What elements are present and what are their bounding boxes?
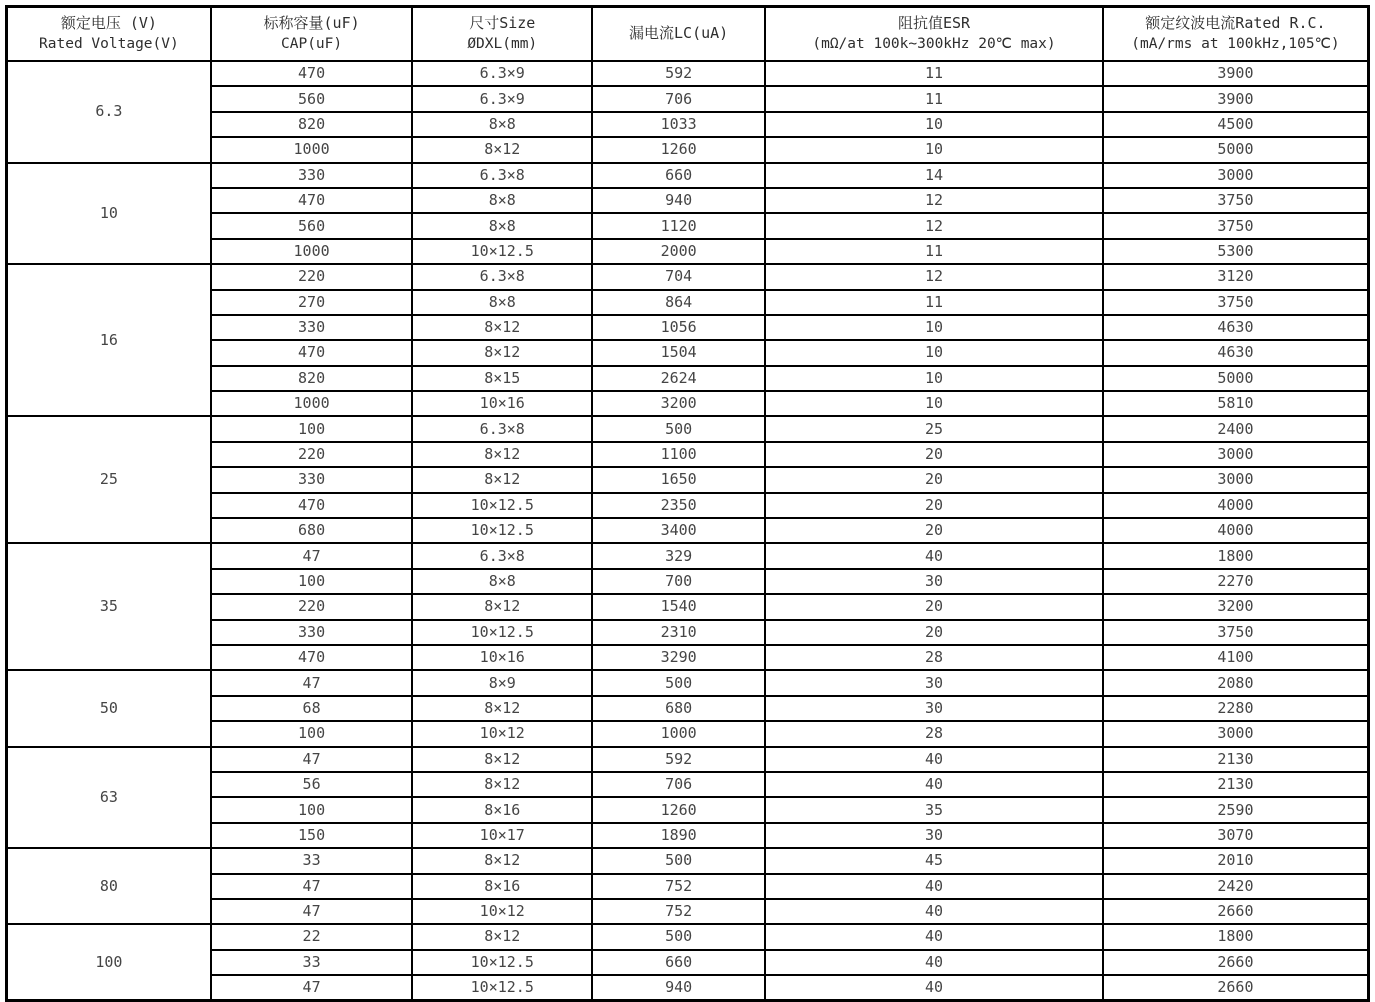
table-row (7, 213, 1369, 238)
cap-cell: 47 (211, 670, 413, 695)
cap-cell: 820 (211, 366, 413, 391)
table-row (7, 188, 1369, 213)
ripple-current-cell: 2660 (1103, 950, 1369, 975)
esr-cell: 12 (765, 188, 1103, 213)
leakage-current-cell: 706 (592, 86, 765, 111)
table-row (7, 391, 1369, 416)
size-cell: 8×8 (412, 112, 592, 137)
size-cell: 8×16 (412, 797, 592, 822)
header-line1: 漏电流LC(uA) (629, 24, 729, 43)
table-row (7, 61, 1369, 86)
ripple-current-cell: 5300 (1103, 239, 1369, 264)
ripple-current-cell: 5000 (1103, 137, 1369, 162)
size-cell: 10×12.5 (412, 518, 592, 543)
header-line2: (mΩ/at 100k~300kHz 20℃ max) (812, 36, 1056, 53)
leakage-current-cell: 752 (592, 874, 765, 899)
leakage-current-cell: 940 (592, 188, 765, 213)
leakage-current-cell: 2624 (592, 366, 765, 391)
ripple-current-cell: 2280 (1103, 696, 1369, 721)
esr-cell: 40 (765, 924, 1103, 949)
size-cell: 8×12 (412, 924, 592, 949)
ripple-current-cell: 4630 (1103, 340, 1369, 365)
leakage-current-cell: 1000 (592, 721, 765, 746)
ripple-current-cell: 3000 (1103, 467, 1369, 492)
leakage-current-cell: 500 (592, 924, 765, 949)
header-line1: 额定纹波电流Rated R.C. (1145, 13, 1326, 32)
esr-cell: 28 (765, 645, 1103, 670)
cap-cell: 100 (211, 721, 413, 746)
ripple-current-cell: 2660 (1103, 975, 1369, 1001)
esr-cell: 20 (765, 493, 1103, 518)
voltage-group-cell: 16 (7, 264, 211, 416)
ripple-current-cell: 4000 (1103, 493, 1369, 518)
esr-cell: 25 (765, 416, 1103, 441)
size-cell: 8×12 (412, 772, 592, 797)
size-cell: 8×9 (412, 670, 592, 695)
table-row (7, 950, 1369, 975)
table-body (7, 61, 1369, 1001)
esr-cell: 10 (765, 366, 1103, 391)
size-cell: 10×12 (412, 899, 592, 924)
cap-cell: 470 (211, 188, 413, 213)
ripple-current-cell: 1800 (1103, 924, 1369, 949)
cap-cell: 470 (211, 340, 413, 365)
table-row (7, 416, 1369, 441)
cap-cell: 470 (211, 645, 413, 670)
size-cell: 6.3×8 (412, 543, 592, 568)
cap-cell: 1000 (211, 391, 413, 416)
voltage-group-cell: 100 (7, 924, 211, 1001)
leakage-current-cell: 680 (592, 696, 765, 721)
voltage-group-cell: 63 (7, 747, 211, 849)
leakage-current-cell: 3400 (592, 518, 765, 543)
size-cell: 8×12 (412, 137, 592, 162)
table-row (7, 290, 1369, 315)
size-cell: 8×8 (412, 569, 592, 594)
cap-cell: 33 (211, 848, 413, 873)
header-line1: 额定电压 (V) (60, 13, 157, 32)
leakage-current-cell: 660 (592, 163, 765, 188)
cap-cell: 560 (211, 86, 413, 111)
esr-cell: 10 (765, 391, 1103, 416)
header-line1: 尺寸Size (469, 13, 536, 32)
table-row (7, 772, 1369, 797)
esr-cell: 11 (765, 239, 1103, 264)
esr-cell: 11 (765, 290, 1103, 315)
size-cell: 10×17 (412, 823, 592, 848)
ripple-current-cell: 3000 (1103, 442, 1369, 467)
ripple-current-cell: 2420 (1103, 874, 1369, 899)
cap-cell: 47 (211, 747, 413, 772)
esr-cell: 10 (765, 340, 1103, 365)
ripple-current-cell: 2010 (1103, 848, 1369, 873)
size-cell: 8×12 (412, 340, 592, 365)
header-line2: (mA/rms at 100kHz,105℃) (1131, 36, 1340, 53)
size-cell: 10×12.5 (412, 950, 592, 975)
esr-cell: 40 (765, 747, 1103, 772)
leakage-current-cell: 752 (592, 899, 765, 924)
esr-cell: 14 (765, 163, 1103, 188)
table-row (7, 696, 1369, 721)
ripple-current-cell: 3200 (1103, 594, 1369, 619)
ripple-current-cell: 4000 (1103, 518, 1369, 543)
ripple-current-cell: 3000 (1103, 163, 1369, 188)
cap-cell: 330 (211, 315, 413, 340)
ripple-current-cell: 3750 (1103, 188, 1369, 213)
leakage-current-cell: 660 (592, 950, 765, 975)
table-row (7, 86, 1369, 111)
ripple-current-cell: 2080 (1103, 670, 1369, 695)
esr-cell: 30 (765, 670, 1103, 695)
table-row (7, 899, 1369, 924)
cap-cell: 47 (211, 874, 413, 899)
size-cell: 10×16 (412, 391, 592, 416)
ripple-current-cell: 2590 (1103, 797, 1369, 822)
table-row (7, 975, 1369, 1001)
table-row (7, 137, 1369, 162)
voltage-group-cell: 50 (7, 670, 211, 746)
leakage-current-cell: 592 (592, 61, 765, 86)
table-row (7, 315, 1369, 340)
esr-cell: 10 (765, 137, 1103, 162)
size-cell: 8×12 (412, 315, 592, 340)
leakage-current-cell: 1890 (592, 823, 765, 848)
cap-cell: 1000 (211, 137, 413, 162)
table-row (7, 848, 1369, 873)
header-line2: Rated Voltage(V) (39, 36, 179, 53)
cap-cell: 33 (211, 950, 413, 975)
leakage-current-cell: 706 (592, 772, 765, 797)
leakage-current-cell: 1540 (592, 594, 765, 619)
capacitor-spec-table (5, 5, 1370, 1002)
leakage-current-cell: 1260 (592, 797, 765, 822)
voltage-group-cell: 6.3 (7, 61, 211, 163)
leakage-current-cell: 1120 (592, 213, 765, 238)
size-cell: 8×12 (412, 747, 592, 772)
leakage-current-cell: 1260 (592, 137, 765, 162)
ripple-current-cell: 3900 (1103, 61, 1369, 86)
size-cell: 8×16 (412, 874, 592, 899)
leakage-current-cell: 1056 (592, 315, 765, 340)
voltage-group-cell: 35 (7, 543, 211, 670)
leakage-current-cell: 1650 (592, 467, 765, 492)
header-line1: 标称容量(uF) (263, 13, 360, 32)
ripple-current-cell: 2400 (1103, 416, 1369, 441)
size-cell: 6.3×8 (412, 264, 592, 289)
size-cell: 10×12.5 (412, 239, 592, 264)
column-header-leakage-current (592, 7, 765, 62)
leakage-current-cell: 2350 (592, 493, 765, 518)
esr-cell: 30 (765, 569, 1103, 594)
ripple-current-cell: 3070 (1103, 823, 1369, 848)
esr-cell: 30 (765, 696, 1103, 721)
esr-cell: 40 (765, 975, 1103, 1001)
cap-cell: 330 (211, 620, 413, 645)
ripple-current-cell: 5810 (1103, 391, 1369, 416)
esr-cell: 20 (765, 467, 1103, 492)
header-line1: 阻抗值ESR (897, 13, 971, 32)
esr-cell: 11 (765, 61, 1103, 86)
ripple-current-cell: 3750 (1103, 290, 1369, 315)
ripple-current-cell: 2660 (1103, 899, 1369, 924)
cap-cell: 47 (211, 899, 413, 924)
table-row (7, 670, 1369, 695)
leakage-current-cell: 329 (592, 543, 765, 568)
table-row (7, 518, 1369, 543)
leakage-current-cell: 1100 (592, 442, 765, 467)
leakage-current-cell: 2000 (592, 239, 765, 264)
table-row (7, 594, 1369, 619)
cap-cell: 220 (211, 442, 413, 467)
table-row (7, 645, 1369, 670)
size-cell: 6.3×8 (412, 163, 592, 188)
ripple-current-cell: 4500 (1103, 112, 1369, 137)
size-cell: 8×12 (412, 442, 592, 467)
esr-cell: 12 (765, 213, 1103, 238)
table-row (7, 366, 1369, 391)
table-row (7, 112, 1369, 137)
esr-cell: 11 (765, 86, 1103, 111)
leakage-current-cell: 704 (592, 264, 765, 289)
size-cell: 10×12 (412, 721, 592, 746)
voltage-group-cell: 25 (7, 416, 211, 543)
size-cell: 6.3×8 (412, 416, 592, 441)
size-cell: 10×12.5 (412, 493, 592, 518)
voltage-group-cell: 80 (7, 848, 211, 924)
esr-cell: 20 (765, 518, 1103, 543)
esr-cell: 40 (765, 874, 1103, 899)
esr-cell: 10 (765, 112, 1103, 137)
table-row (7, 163, 1369, 188)
ripple-current-cell: 2130 (1103, 772, 1369, 797)
column-header-ripple-current (1103, 7, 1369, 62)
esr-cell: 40 (765, 899, 1103, 924)
leakage-current-cell: 2310 (592, 620, 765, 645)
leakage-current-cell: 700 (592, 569, 765, 594)
esr-cell: 20 (765, 594, 1103, 619)
esr-cell: 40 (765, 950, 1103, 975)
size-cell: 8×8 (412, 188, 592, 213)
cap-cell: 330 (211, 467, 413, 492)
table-row (7, 620, 1369, 645)
leakage-current-cell: 500 (592, 670, 765, 695)
table-row (7, 874, 1369, 899)
table-row (7, 340, 1369, 365)
leakage-current-cell: 864 (592, 290, 765, 315)
ripple-current-cell: 3900 (1103, 86, 1369, 111)
size-cell: 8×12 (412, 594, 592, 619)
size-cell: 10×16 (412, 645, 592, 670)
table-row (7, 442, 1369, 467)
cap-cell: 68 (211, 696, 413, 721)
leakage-current-cell: 3290 (592, 645, 765, 670)
ripple-current-cell: 3750 (1103, 213, 1369, 238)
table-row (7, 569, 1369, 594)
table-row (7, 239, 1369, 264)
table-row (7, 721, 1369, 746)
table-row (7, 823, 1369, 848)
cap-cell: 150 (211, 823, 413, 848)
cap-cell: 56 (211, 772, 413, 797)
size-cell: 6.3×9 (412, 86, 592, 111)
table-row (7, 493, 1369, 518)
esr-cell: 28 (765, 721, 1103, 746)
ripple-current-cell: 3120 (1103, 264, 1369, 289)
ripple-current-cell: 4100 (1103, 645, 1369, 670)
esr-cell: 30 (765, 823, 1103, 848)
esr-cell: 12 (765, 264, 1103, 289)
cap-cell: 100 (211, 569, 413, 594)
table-row (7, 797, 1369, 822)
ripple-current-cell: 3000 (1103, 721, 1369, 746)
ripple-current-cell: 3750 (1103, 620, 1369, 645)
cap-cell: 100 (211, 416, 413, 441)
esr-cell: 20 (765, 620, 1103, 645)
esr-cell: 40 (765, 772, 1103, 797)
size-cell: 8×12 (412, 467, 592, 492)
esr-cell: 20 (765, 442, 1103, 467)
esr-cell: 45 (765, 848, 1103, 873)
cap-cell: 470 (211, 493, 413, 518)
table-row (7, 467, 1369, 492)
cap-cell: 560 (211, 213, 413, 238)
table-row (7, 747, 1369, 772)
cap-cell: 820 (211, 112, 413, 137)
cap-cell: 100 (211, 797, 413, 822)
ripple-current-cell: 2130 (1103, 747, 1369, 772)
table-row (7, 543, 1369, 568)
header-line2: CAP(uF) (281, 36, 343, 53)
table-row (7, 924, 1369, 949)
column-header-esr (765, 7, 1103, 62)
ripple-current-cell: 1800 (1103, 543, 1369, 568)
ripple-current-cell: 2270 (1103, 569, 1369, 594)
cap-cell: 220 (211, 264, 413, 289)
voltage-group-cell: 10 (7, 163, 211, 265)
column-header-capacitance (211, 7, 413, 62)
cap-cell: 470 (211, 61, 413, 86)
size-cell: 8×8 (412, 290, 592, 315)
ripple-current-cell: 4630 (1103, 315, 1369, 340)
header-line2: ØDXL(mm) (467, 36, 538, 53)
column-header-size (412, 7, 592, 62)
ripple-current-cell: 5000 (1103, 366, 1369, 391)
leakage-current-cell: 1504 (592, 340, 765, 365)
cap-cell: 47 (211, 975, 413, 1001)
cap-cell: 220 (211, 594, 413, 619)
leakage-current-cell: 3200 (592, 391, 765, 416)
cap-cell: 680 (211, 518, 413, 543)
esr-cell: 10 (765, 315, 1103, 340)
size-cell: 8×8 (412, 213, 592, 238)
leakage-current-cell: 1033 (592, 112, 765, 137)
table-row (7, 264, 1369, 289)
cap-cell: 330 (211, 163, 413, 188)
leakage-current-cell: 592 (592, 747, 765, 772)
header-row (7, 7, 1369, 62)
leakage-current-cell: 940 (592, 975, 765, 1001)
cap-cell: 22 (211, 924, 413, 949)
esr-cell: 35 (765, 797, 1103, 822)
column-header-rated-voltage (7, 7, 211, 62)
cap-cell: 1000 (211, 239, 413, 264)
leakage-current-cell: 500 (592, 848, 765, 873)
size-cell: 6.3×9 (412, 61, 592, 86)
size-cell: 8×15 (412, 366, 592, 391)
size-cell: 8×12 (412, 696, 592, 721)
cap-cell: 47 (211, 543, 413, 568)
esr-cell: 40 (765, 543, 1103, 568)
size-cell: 10×12.5 (412, 975, 592, 1001)
size-cell: 10×12.5 (412, 620, 592, 645)
table-header (7, 7, 1369, 62)
cap-cell: 270 (211, 290, 413, 315)
leakage-current-cell: 500 (592, 416, 765, 441)
size-cell: 8×12 (412, 848, 592, 873)
